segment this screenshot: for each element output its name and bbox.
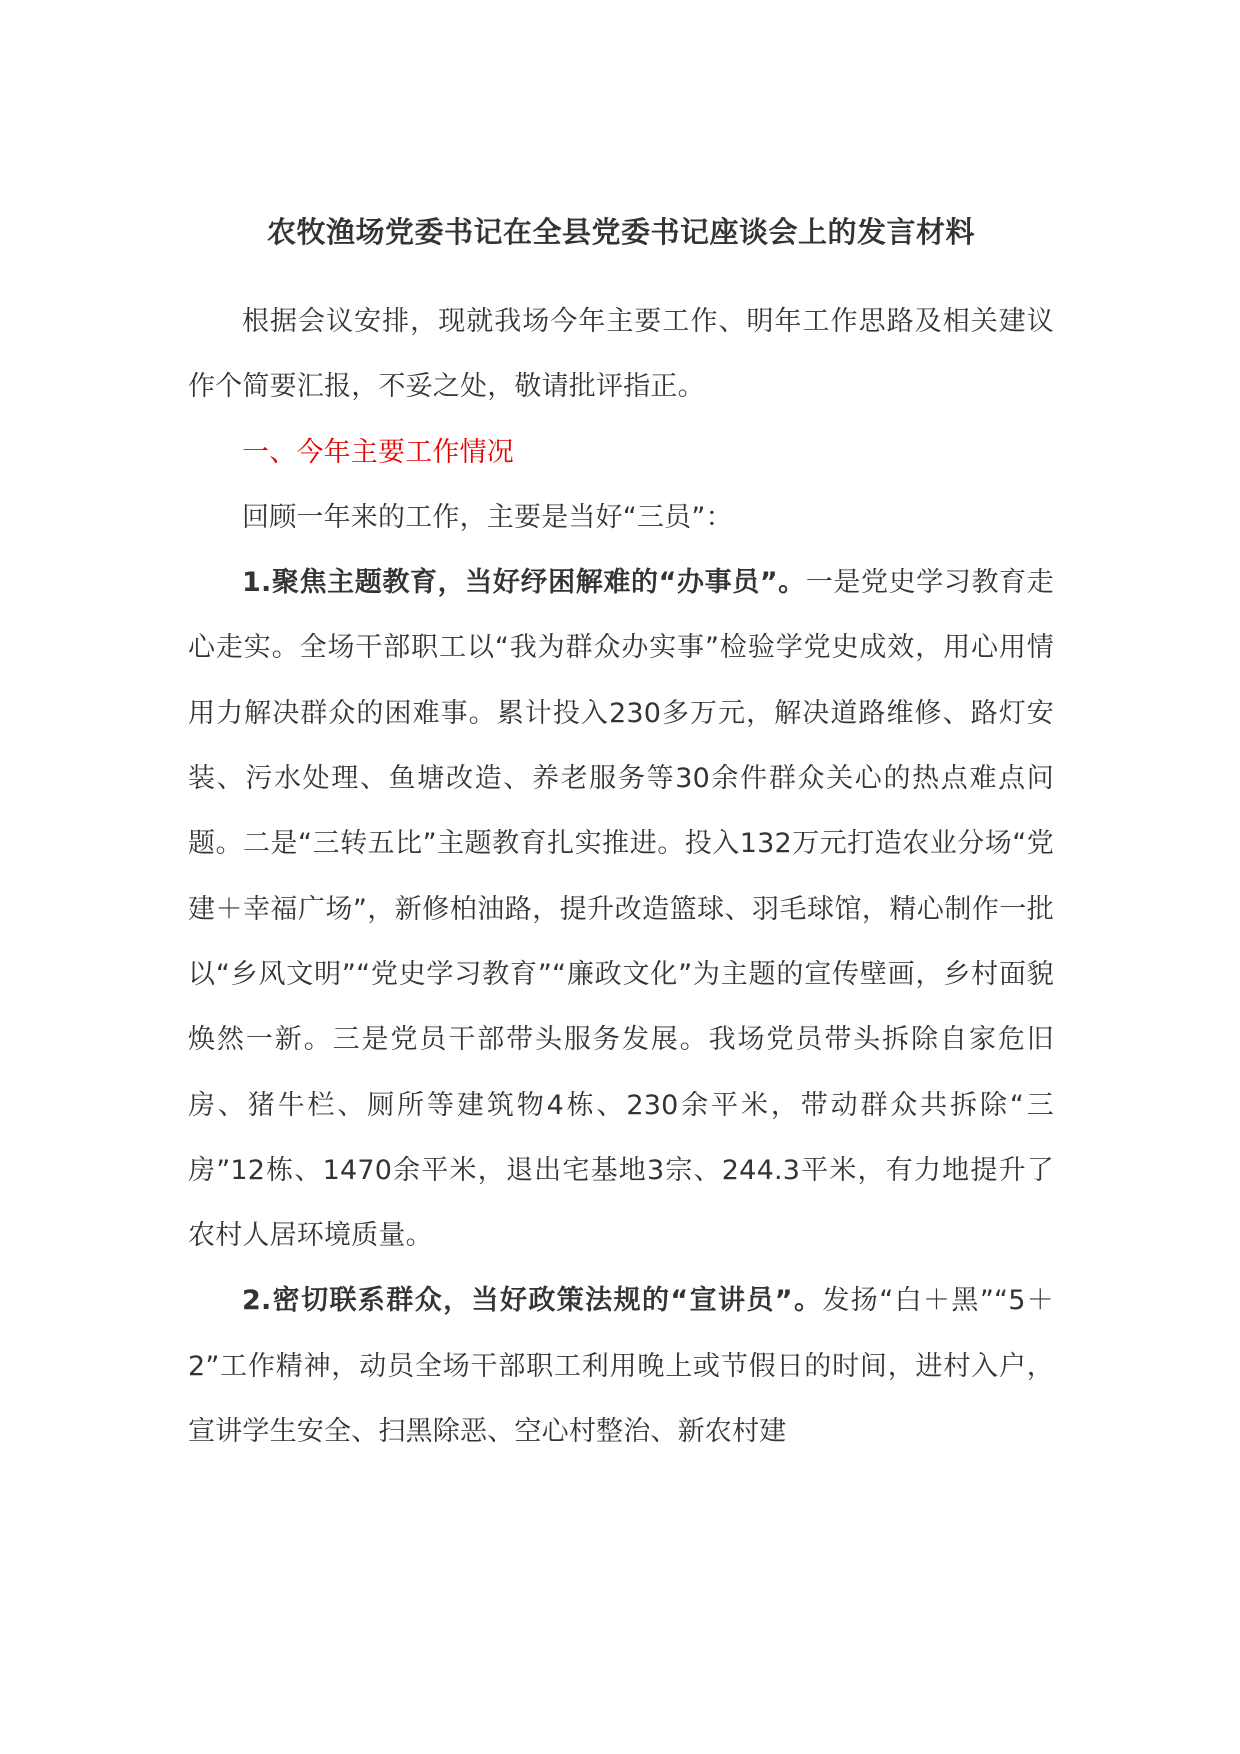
- document-body: [188, 289, 1054, 1464]
- review-paragraph: 回顾一年来的工作，主要是当好“三员”：: [242, 501, 733, 533]
- item-2-text: 发扬“白＋黑”“5＋2”工作精神，动员全场干部职工利用晚上或节假日的时间，进村入户，宣讲学生安全、扫黑除恶、空心村整治、新农村建: [188, 1285, 1054, 1448]
- section-heading: 一、今年主要工作情况: [242, 436, 514, 468]
- document-title: 农牧渔场党委书记在全县党委书记座谈会上的发言材料: [266, 215, 975, 249]
- item-2-lead: 2.密切联系群众，当好政策法规的“宣讲员”。: [242, 1285, 823, 1317]
- item-1-paragraph: [188, 550, 1054, 1268]
- item-2-paragraph: [188, 1268, 1054, 1464]
- intro-paragraph: 根据会议安排，现就我场今年主要工作、明年工作思路及相关建议作个简要汇报，不妥之处，敬请批评指正。: [188, 306, 1054, 403]
- item-1-lead: 1.聚焦主题教育，当好纾困解难的“办事员”。: [242, 567, 806, 599]
- item-1-text: 一是党史学习教育走心走实。全场干部职工以“我为群众办实事”检验学党史成效，用心用情用力解决群众的困难事。累计投入230多万元，解决道路维修、路灯安装、污水处理、鱼塘改造、养老服务等30余件群众关心的热点难点问题。二是“三转五比”主题教育扎实推进。投入132万元打造农业分场“党建＋幸福广场”，新修柏油路，提升改造篮球、羽毛球馆，精心制作一批以“乡风文明”“党史学习教育”“廉政文化”为主题的宣传壁画，乡村面貌焕然一新。三是党员干部带头服务发展。我场党员带头拆除自家危旧房、猪牛栏、厕所等建筑物4栋、230余平米，带动群众共拆除“三房”12栋、1470余平米，退出宅基地3宗、244.3平米，有力地提升了农村人居环境质量。: [188, 567, 1054, 1252]
- document-page: [188, 205, 1054, 1464]
